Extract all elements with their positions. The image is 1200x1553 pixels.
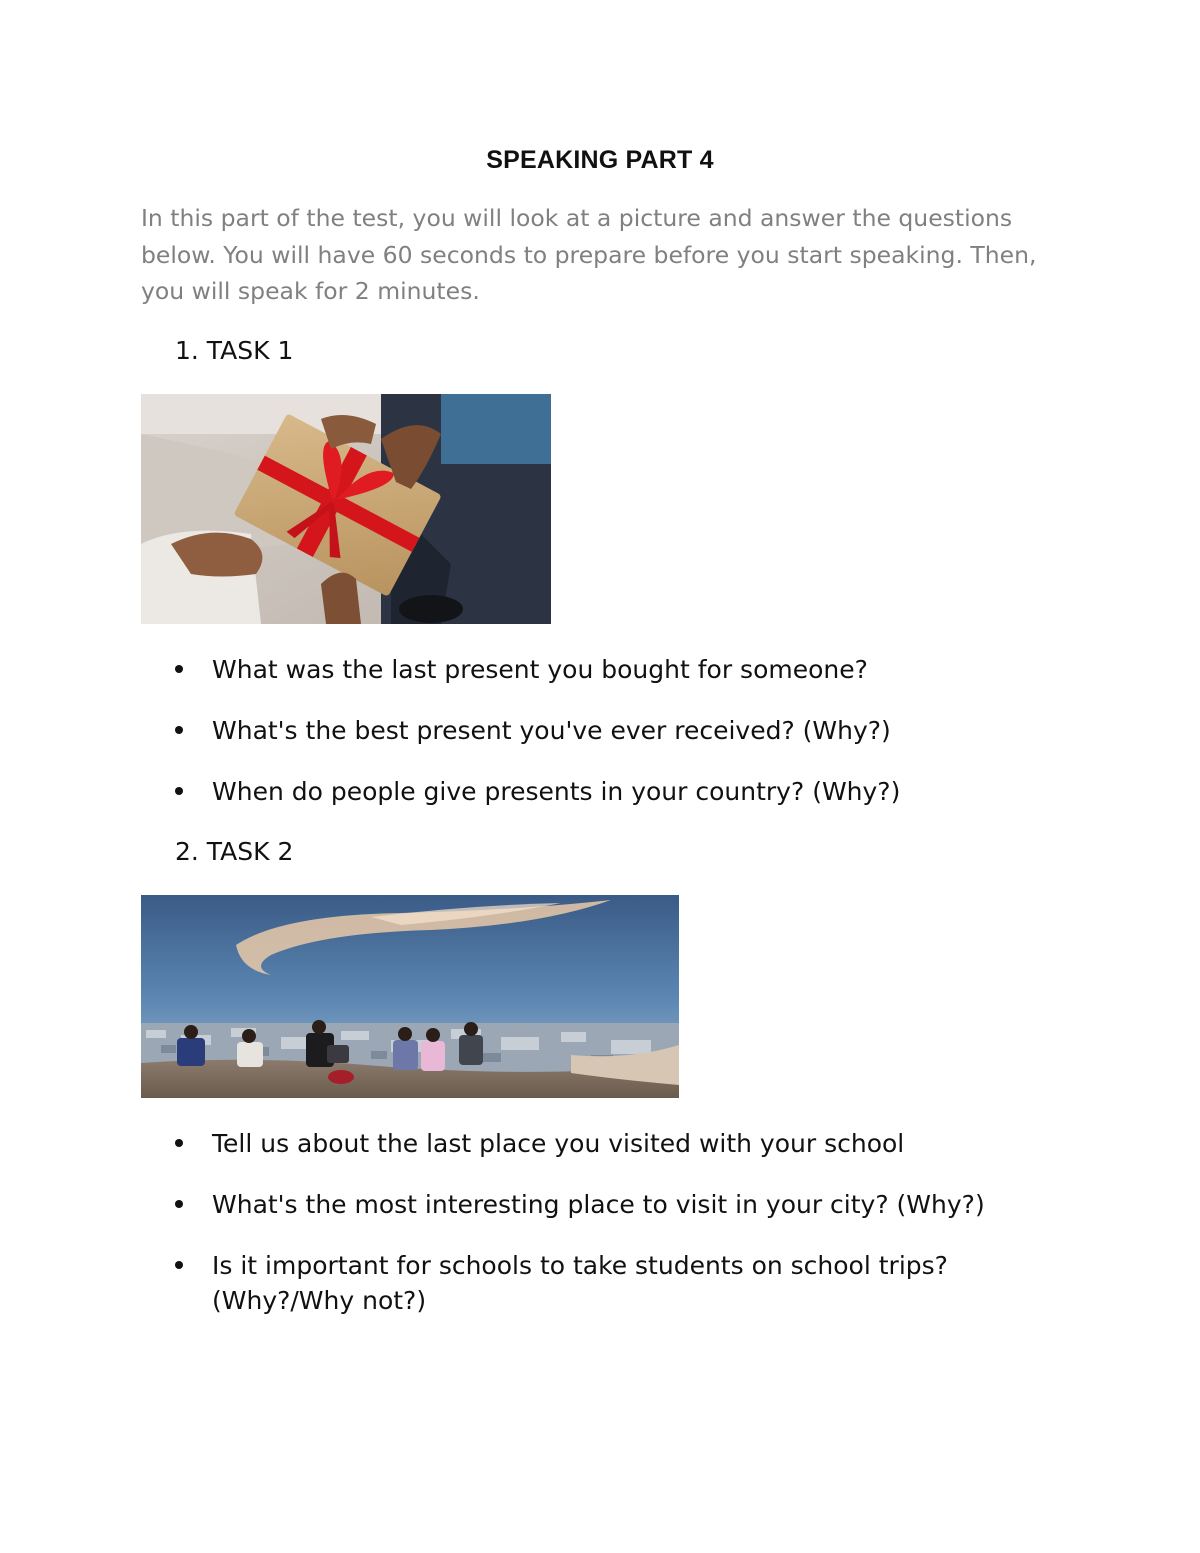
bullet-icon xyxy=(175,1261,183,1269)
list-item xyxy=(175,1248,1065,1318)
list-item xyxy=(175,774,1065,809)
bullet-icon xyxy=(175,665,183,673)
question-text: What was the last present you bought for someone? xyxy=(212,655,868,684)
question-text: Tell us about the last place you visited with your school xyxy=(212,1129,905,1158)
task-1-question-list xyxy=(175,652,1065,809)
page-title: SPEAKING PART 4 xyxy=(486,146,714,174)
list-item xyxy=(175,652,1065,687)
bullet-icon xyxy=(175,726,183,734)
task-2-heading: 2. TASK 2 xyxy=(175,837,294,866)
list-item xyxy=(175,713,1065,748)
task-2-question-list xyxy=(175,1126,1065,1318)
gift-exchange-photo xyxy=(141,394,551,624)
bullet-icon xyxy=(175,1200,183,1208)
bullet-icon xyxy=(175,787,183,795)
task-1-heading: 1. TASK 1 xyxy=(175,336,294,365)
city-view-photo xyxy=(141,895,679,1098)
question-text: Is it important for schools to take students on school trips? (Why?/Why not?) xyxy=(212,1251,948,1315)
question-text: When do people give presents in your country? (Why?) xyxy=(212,777,901,806)
question-text: What's the most interesting place to visit in your city? (Why?) xyxy=(212,1190,985,1219)
list-item xyxy=(175,1187,1002,1222)
instructions-paragraph: In this part of the test, you will look at a picture and answer the questions below. You will have 60 seconds to prepare before you start speaking. Then, you will speak for 2 minutes. xyxy=(141,204,1037,305)
list-item xyxy=(175,1126,1065,1161)
question-text: What's the best present you've ever received? (Why?) xyxy=(212,716,891,745)
bullet-icon xyxy=(175,1139,183,1147)
